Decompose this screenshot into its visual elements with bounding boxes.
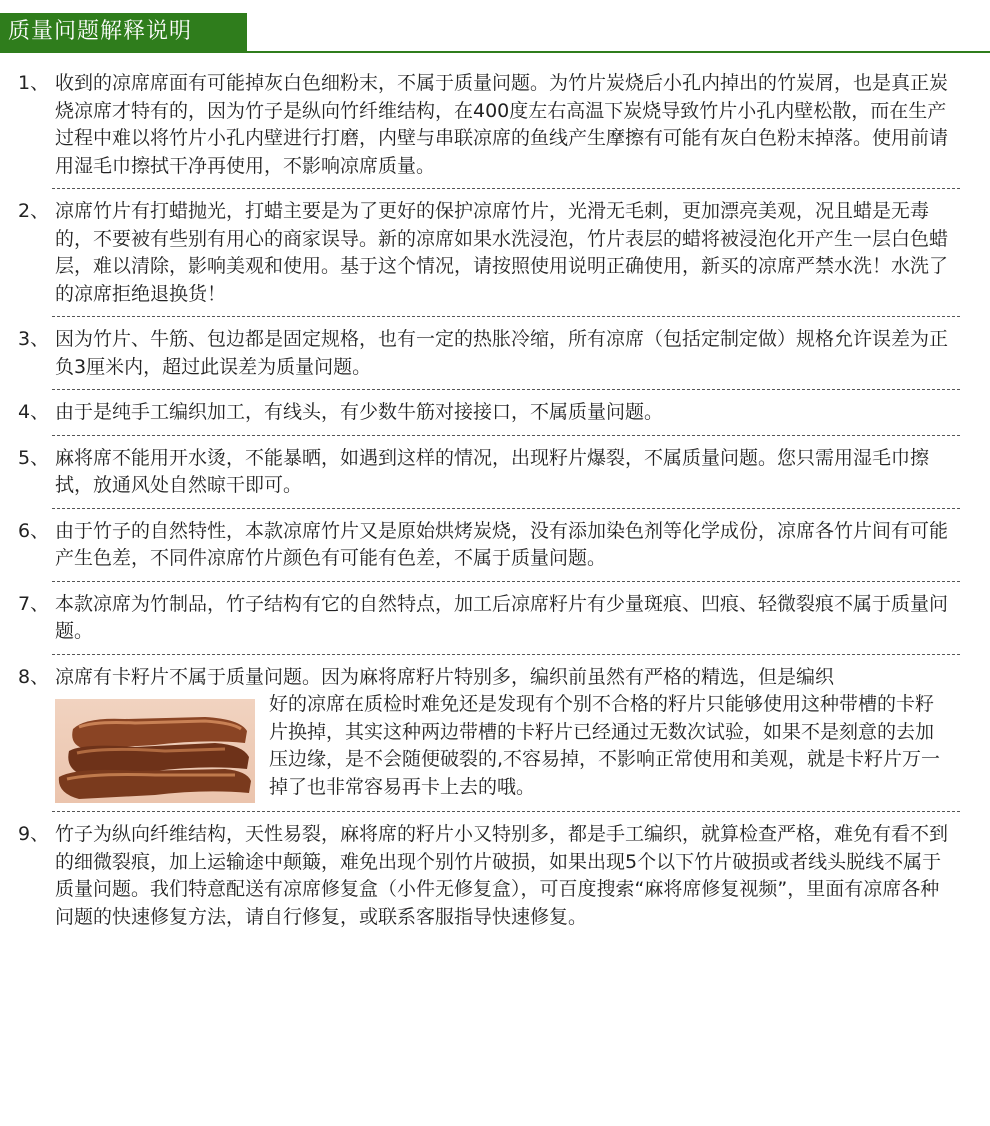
dashed-divider <box>52 811 960 812</box>
item-media-block <box>55 691 950 803</box>
item-number: 9、 <box>18 823 50 845</box>
item-number: 7、 <box>18 592 50 615</box>
explanation-list <box>0 70 990 931</box>
list-item-2 <box>0 198 990 308</box>
list-item-1 <box>0 70 990 180</box>
list-item-3 <box>0 326 990 381</box>
item-text: 因为竹片、牛筋、包边都是固定规格，也有一定的热胀冷缩，所有凉席（包括定制定做）规格允许误差为正负3厘米内，超过此误差为质量问题。 <box>55 328 949 378</box>
list-item-7 <box>0 591 990 646</box>
item-text: 收到的凉席席面有可能掉灰白色细粉末，不属于质量问题。为竹片炭烧后小孔内掉出的竹炭屑，也是真正炭烧凉席才特有的，因为竹子是纵向竹纤维结构，在400度左右高温下炭烧导致竹片小孔内壁松散，而在生产过程中难以将竹片小孔内壁进行打磨，内壁与串联凉席的鱼线产生摩擦有可能有灰白色粉末掉落。使用前请用湿毛巾擦拭干净再使用，不影响凉席质量。 <box>55 72 949 177</box>
item-number: 5、 <box>18 446 50 469</box>
item-number: 8、 <box>18 665 50 688</box>
item-text: 由于竹子的自然特性，本款凉席竹片又是原始烘烤炭烧，没有添加染色剂等化学成份，凉席各竹片间有可能产生色差，不同件凉席竹片颜色有可能有色差，不属于质量问题。 <box>55 519 949 569</box>
list-item-4 <box>0 399 990 427</box>
item-text: 凉席竹片有打蜡抛光，打蜡主要是为了更好的保护凉席竹片，光滑无毛刺，更加漂亮美观，况且蜡是无毒的，不要被有些别有用心的商家误导。新的凉席如果水洗浸泡，竹片表层的蜡将被浸泡化开产生一层白色蜡层，难以清除，影响美观和使用。基于这个情况，请按照使用说明正确使用，新买的凉席严禁水洗！水洗了的凉席拒绝退换货！ <box>55 200 949 305</box>
title-underline <box>0 51 990 53</box>
dashed-divider <box>52 508 960 509</box>
dashed-divider <box>52 581 960 582</box>
list-item-9 <box>0 821 990 931</box>
item-text: 竹子为纵向纤维结构，天性易裂，麻将席的籽片小又特别多，都是手工编织，就算检查严格，难免有看不到的细微裂痕，加上运输途中颠簸，难免出现个别竹片破损，如果出现5个以下竹片破损或者线头脱线不属于质量问题。我们特意配送有凉席修复盒（小件无修复盒），可百度搜索“麻将席修复视频”，里面有凉席各种问题的快速修复方法，请自行修复，或联系客服指导快速修复。 <box>55 823 949 928</box>
list-item-8 <box>0 664 990 804</box>
item-number: 4、 <box>18 401 50 423</box>
list-item-6 <box>0 518 990 573</box>
item-number: 2、 <box>18 200 50 222</box>
item-text: 本款凉席为竹制品，竹子结构有它的自然特点，加工后凉席籽片有少量斑痕、凹痕、轻微裂痕不属于质量问题。 <box>55 592 949 642</box>
item-text: 麻将席不能用开水烫，不能暴晒，如遇到这样的情况，出现籽片爆裂，不属质量问题。您只需用湿毛巾擦拭，放通风处自然晾干即可。 <box>55 446 930 496</box>
list-item-5 <box>0 445 990 500</box>
dashed-divider <box>52 435 960 436</box>
section-title: 质量问题解释说明 <box>0 13 247 51</box>
dashed-divider <box>52 389 960 390</box>
dashed-divider <box>52 316 960 317</box>
bamboo-chip-photo <box>55 699 255 803</box>
dashed-divider <box>52 654 960 655</box>
bamboo-chip-illustration <box>55 699 255 803</box>
item-text-first-line: 凉席有卡籽片不属于质量问题。因为麻将席籽片特别多，编织前虽然有严格的精选，但是编织 <box>55 665 835 688</box>
dashed-divider <box>52 188 960 189</box>
item-text-rest: 好的凉席在质检时难免还是发现有个别不合格的籽片只能够使用这种带槽的卡籽片换掉，其实这种两边带槽的卡籽片已经通过无数次试验，如果不是刻意的去加压边缘，是不会随便破裂的,不容易掉，不影响正常使用和美观，就是卡籽片万一掉了也非常容易再卡上去的哦。 <box>269 693 941 798</box>
item-text: 由于是纯手工编织加工，有线头，有少数牛筋对接接口，不属质量问题。 <box>55 401 664 423</box>
item-number: 3、 <box>18 328 50 350</box>
item-number: 6、 <box>18 519 50 542</box>
item-number: 1、 <box>18 72 50 94</box>
